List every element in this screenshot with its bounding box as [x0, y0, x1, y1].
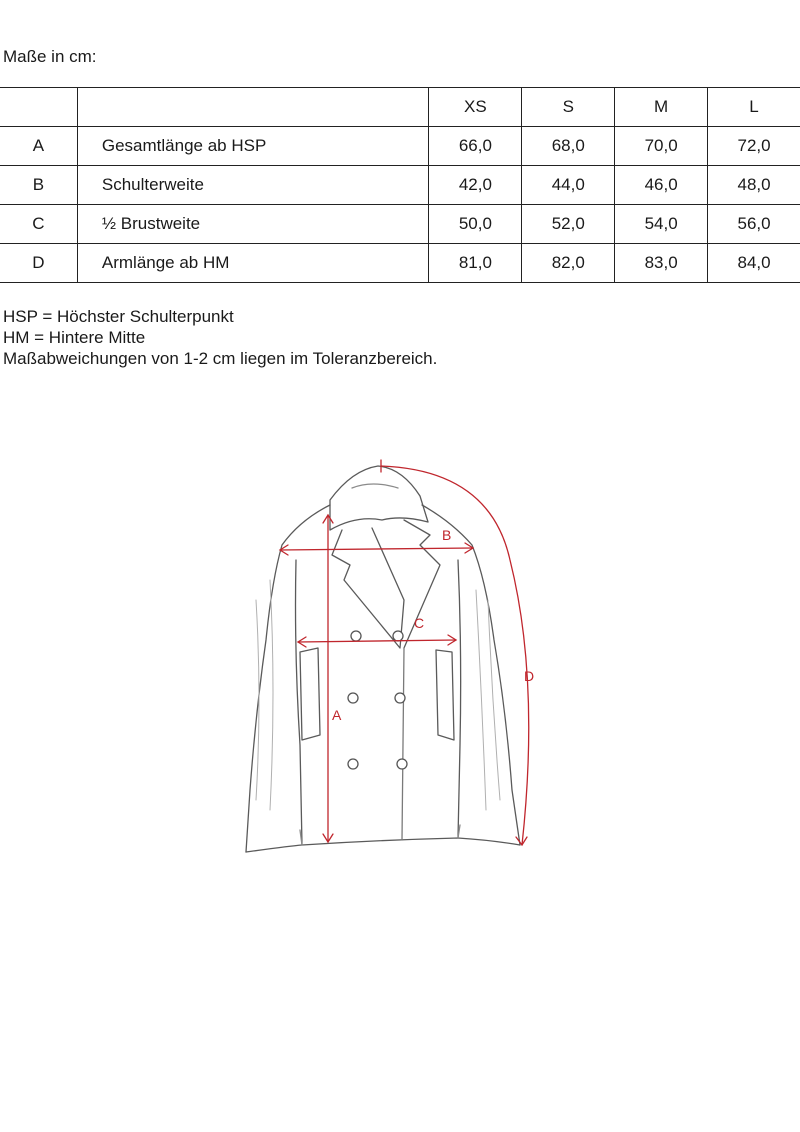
note-hm: HM = Hintere Mitte	[3, 328, 146, 347]
coat-sketch	[246, 466, 520, 852]
note-tolerance: Maßabweichungen von 1-2 cm liegen im Toleranzbereich.	[3, 349, 438, 368]
row-label: ½ Brustweite	[77, 205, 429, 244]
measure-label-d: D	[524, 668, 535, 684]
measure-label-a: A	[332, 707, 342, 723]
header-size-s: S	[522, 88, 615, 127]
measure-label-c: C	[414, 615, 425, 631]
row-value: 50,0	[429, 205, 522, 244]
notes	[3, 306, 437, 369]
row-code: D	[0, 244, 77, 283]
row-label: Schulterweite	[77, 166, 429, 205]
page-title: Maße in cm:	[3, 47, 97, 66]
header-size-l: L	[708, 88, 800, 127]
header-size-xs: XS	[429, 88, 522, 127]
left-lapel	[332, 528, 404, 648]
row-code: C	[0, 205, 77, 244]
right-pocket	[436, 650, 454, 740]
note-hsp: HSP = Höchster Schulterpunkt	[3, 307, 234, 326]
row-value: 46,0	[615, 166, 708, 205]
coat-measurement-diagram	[0, 450, 800, 870]
row-label: Gesamtlänge ab HSP	[77, 127, 429, 166]
row-value: 66,0	[429, 127, 522, 166]
header-size-m: M	[615, 88, 708, 127]
table-header-row	[0, 88, 800, 127]
row-value: 68,0	[522, 127, 615, 166]
row-value: 72,0	[708, 127, 800, 166]
row-code: A	[0, 127, 77, 166]
header-empty-cell	[77, 88, 429, 127]
row-label: Armlänge ab HM	[77, 244, 429, 283]
header-empty-cell	[0, 88, 77, 127]
size-table	[0, 87, 800, 283]
measure-label-b: B	[442, 527, 452, 543]
measure-b-line	[280, 548, 473, 550]
row-value: 83,0	[615, 244, 708, 283]
measure-d-arrowhead	[516, 837, 527, 845]
row-value: 54,0	[615, 205, 708, 244]
row-value: 84,0	[708, 244, 800, 283]
row-value: 42,0	[429, 166, 522, 205]
row-code: B	[0, 166, 77, 205]
buttons	[348, 631, 407, 769]
left-pocket	[300, 648, 320, 740]
row-value: 44,0	[522, 166, 615, 205]
measure-c-line	[298, 640, 456, 642]
table-row	[0, 205, 800, 244]
collar	[330, 466, 428, 530]
row-value: 70,0	[615, 127, 708, 166]
row-value: 56,0	[708, 205, 800, 244]
row-value: 48,0	[708, 166, 800, 205]
table-row	[0, 127, 800, 166]
row-value: 82,0	[522, 244, 615, 283]
table-row	[0, 166, 800, 205]
table-row	[0, 244, 800, 283]
row-value: 81,0	[429, 244, 522, 283]
row-value: 52,0	[522, 205, 615, 244]
